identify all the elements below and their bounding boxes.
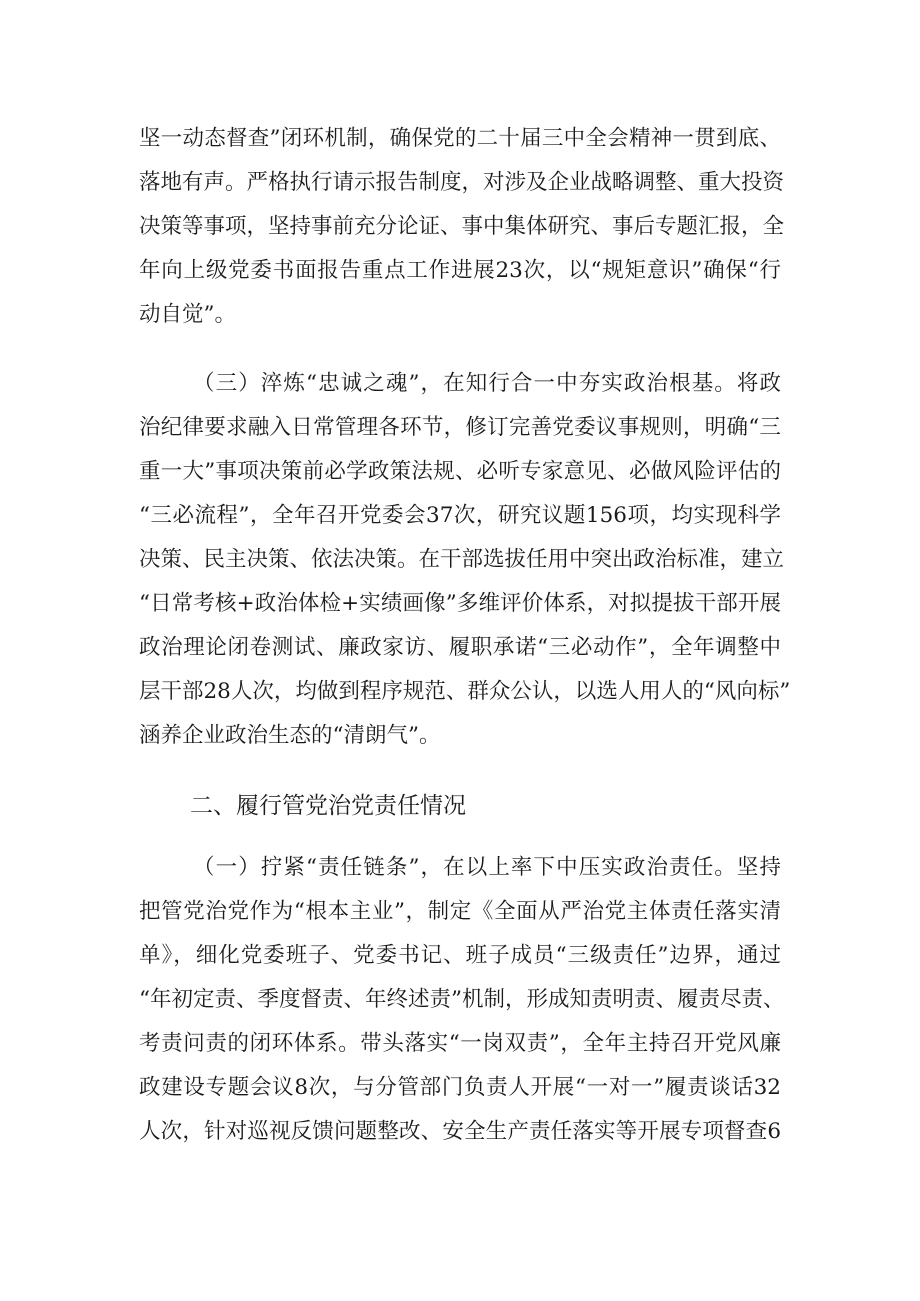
paragraph-line: 治纪律要求融入日常管理各环节，修订完善党委议事规则，明确“三 <box>139 415 781 440</box>
paragraph-line: 政治理论闭卷测试、廉政家访、履职承诺“三必动作”，全年调整中 <box>139 635 781 660</box>
paragraph-line: 政建设专题会议8次，与分管部门负责人开展“一对一”履责谈话32 <box>139 1075 781 1100</box>
paragraph-line: 人次，针对巡视反馈问题整改、安全生产责任落实等开展专项督查6 <box>139 1119 781 1144</box>
paragraph-line: 单》，细化党委班子、党委书记、班子成员“三级责任”边界，通过 <box>139 943 781 968</box>
paragraph-line: 考责问责的闭环体系。带头落实“一岗双责”，全年主持召开党风廉 <box>139 1031 781 1056</box>
paragraph-line: “年初定责、季度督责、年终述责”机制，形成知责明责、履责尽责、 <box>139 987 785 1012</box>
paragraph-line: 落地有声。严格执行请示报告制度，对涉及企业战略调整、重大投资 <box>139 170 785 195</box>
paragraph-line: “日常考核+政治体检+实绩画像”多维评价体系，对拟提拔干部开展 <box>139 591 781 616</box>
paragraph-line: 年向上级党委书面报告重点工作进展23次，以“规矩意识”确保“行 <box>139 258 781 283</box>
paragraph-line: “三必流程”，全年召开党委会37次，研究议题156项，均实现科学 <box>139 503 781 528</box>
paragraph-line: 动自觉”。 <box>139 302 236 327</box>
paragraph-line: 决策等事项，坚持事前充分论证、事中集体研究、事后专题汇报，全 <box>139 214 785 239</box>
paragraph-first-line: （一）拧紧“责任链条”，在以上率下中压实政治责任。坚持 <box>193 855 781 880</box>
paragraph-line: 坚一动态督查”闭环机制，确保党的二十届三中全会精神一贯到底、 <box>139 126 781 151</box>
paragraph-line: 重一大”事项决策前必学政策法规、必听专家意见、必做风险评估的 <box>139 459 781 484</box>
paragraph-line: 层干部28人次，均做到程序规范、群众公认，以选人用人的“风向标” <box>139 679 791 704</box>
paragraph-line: 把管党治党作为“根本主业”，制定《全面从严治党主体责任落实清 <box>139 899 781 924</box>
paragraph-first-line: （三）淬炼“忠诚之魂”，在知行合一中夯实政治根基。将政 <box>193 371 781 396</box>
paragraph-line: 涵养企业政治生态的“清朗气”。 <box>139 723 441 748</box>
section-heading: 二、履行管党治党责任情况 <box>190 793 466 819</box>
paragraph-line: 决策、民主决策、依法决策。在干部选拔任用中突出政治标准，建立 <box>139 547 785 572</box>
